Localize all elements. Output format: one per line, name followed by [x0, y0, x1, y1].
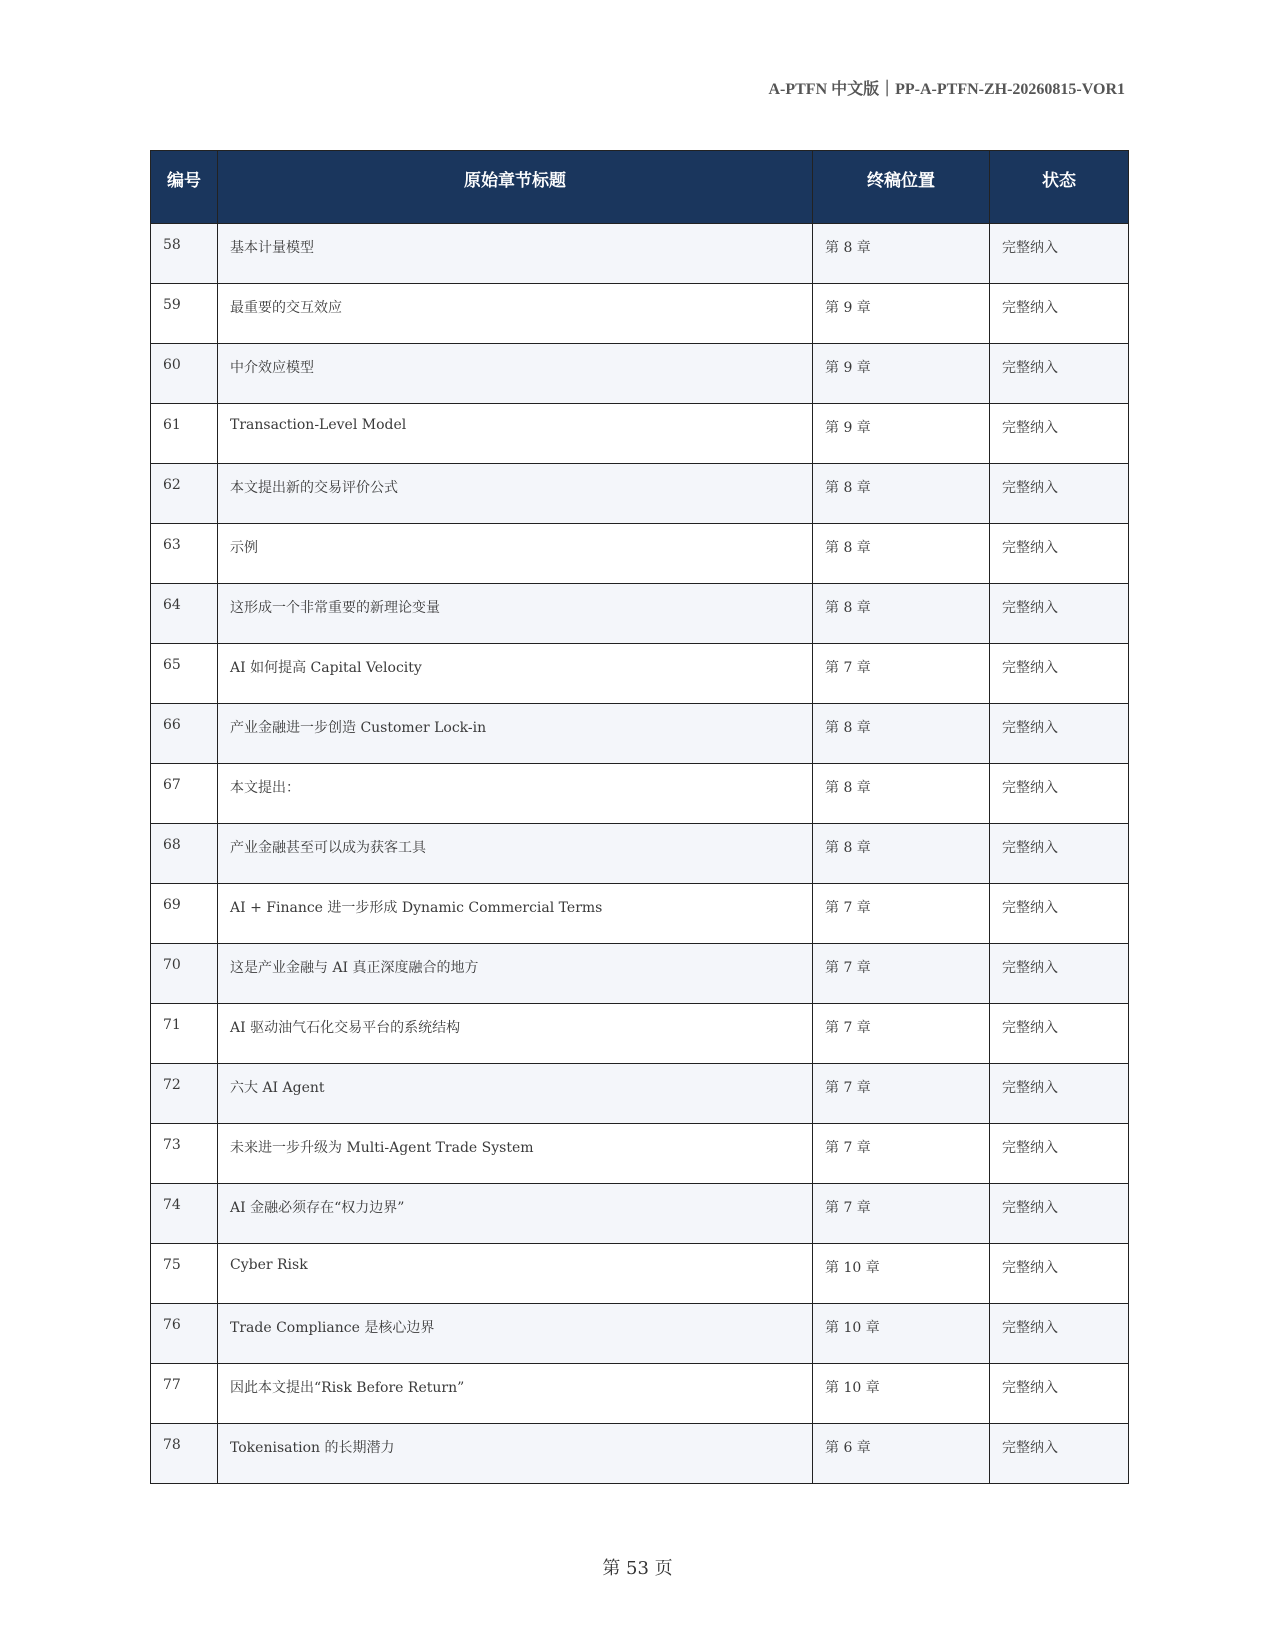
cell-status: 完整纳入: [990, 1064, 1129, 1124]
cell-number: 68: [151, 824, 218, 884]
table-header-row: [151, 151, 1129, 224]
column-header-final-location: 终稿位置: [813, 151, 990, 224]
table-row: [151, 644, 1129, 704]
cell-final-location: 第 7 章: [813, 1064, 990, 1124]
table-row: [151, 1064, 1129, 1124]
cell-status: 完整纳入: [990, 1304, 1129, 1364]
cell-status: 完整纳入: [990, 224, 1129, 284]
table-row: [151, 1364, 1129, 1424]
cell-original-title: AI + Finance 进一步形成 Dynamic Commercial Terms: [218, 884, 813, 944]
column-header-status: 状态: [990, 151, 1129, 224]
cell-number: 77: [151, 1364, 218, 1424]
page-header: A-PTFN 中文版｜PP-A-PTFN-ZH-20260815-VOR1: [768, 81, 1125, 98]
cell-final-location: 第 10 章: [813, 1304, 990, 1364]
cell-original-title: Tokenisation 的长期潜力: [218, 1424, 813, 1484]
table-row: [151, 404, 1129, 464]
cell-number: 62: [151, 464, 218, 524]
cell-number: 65: [151, 644, 218, 704]
cell-status: 完整纳入: [990, 824, 1129, 884]
cell-final-location: 第 8 章: [813, 464, 990, 524]
cell-final-location: 第 7 章: [813, 1124, 990, 1184]
cell-original-title: 这是产业金融与 AI 真正深度融合的地方: [218, 944, 813, 1004]
cell-status: 完整纳入: [990, 1364, 1129, 1424]
table-row: [151, 584, 1129, 644]
cell-status: 完整纳入: [990, 644, 1129, 704]
cell-status: 完整纳入: [990, 944, 1129, 1004]
cell-status: 完整纳入: [990, 764, 1129, 824]
page-number: 第 53 页: [602, 1558, 673, 1579]
table-row: [151, 284, 1129, 344]
cell-final-location: 第 8 章: [813, 764, 990, 824]
table-row: [151, 1184, 1129, 1244]
table-row: [151, 524, 1129, 584]
cell-final-location: 第 7 章: [813, 944, 990, 1004]
cell-number: 64: [151, 584, 218, 644]
cell-status: 完整纳入: [990, 464, 1129, 524]
cell-final-location: 第 10 章: [813, 1244, 990, 1304]
cell-final-location: 第 8 章: [813, 824, 990, 884]
cell-number: 63: [151, 524, 218, 584]
table-row: [151, 704, 1129, 764]
cell-original-title: 产业金融进一步创造 Customer Lock-in: [218, 704, 813, 764]
table-row: [151, 1424, 1129, 1484]
cell-final-location: 第 10 章: [813, 1364, 990, 1424]
table-row: [151, 1004, 1129, 1064]
cell-number: 58: [151, 224, 218, 284]
cell-number: 59: [151, 284, 218, 344]
cell-original-title: 中介效应模型: [218, 344, 813, 404]
table-row: [151, 1304, 1129, 1364]
cell-final-location: 第 8 章: [813, 704, 990, 764]
cell-status: 完整纳入: [990, 344, 1129, 404]
cell-status: 完整纳入: [990, 1424, 1129, 1484]
cell-number: 70: [151, 944, 218, 1004]
cell-number: 73: [151, 1124, 218, 1184]
cell-original-title: AI 如何提高 Capital Velocity: [218, 644, 813, 704]
column-header-original-title: 原始章节标题: [218, 151, 813, 224]
cell-final-location: 第 7 章: [813, 884, 990, 944]
cell-status: 完整纳入: [990, 704, 1129, 764]
cell-original-title: AI 驱动油气石化交易平台的系统结构: [218, 1004, 813, 1064]
column-header-number: 编号: [151, 151, 218, 224]
cell-final-location: 第 8 章: [813, 524, 990, 584]
cell-original-title: 未来进一步升级为 Multi-Agent Trade System: [218, 1124, 813, 1184]
cell-status: 完整纳入: [990, 1244, 1129, 1304]
cell-original-title: 本文提出：: [218, 764, 813, 824]
chapter-mapping-table: [150, 150, 1129, 1484]
cell-final-location: 第 9 章: [813, 344, 990, 404]
cell-status: 完整纳入: [990, 404, 1129, 464]
table-row: [151, 344, 1129, 404]
cell-original-title: 因此本文提出“Risk Before Return”: [218, 1364, 813, 1424]
cell-number: 69: [151, 884, 218, 944]
table-row: [151, 824, 1129, 884]
cell-number: 66: [151, 704, 218, 764]
cell-number: 74: [151, 1184, 218, 1244]
cell-number: 76: [151, 1304, 218, 1364]
cell-number: 61: [151, 404, 218, 464]
cell-status: 完整纳入: [990, 1004, 1129, 1064]
cell-number: 72: [151, 1064, 218, 1124]
table-row: [151, 944, 1129, 1004]
cell-original-title: 本文提出新的交易评价公式: [218, 464, 813, 524]
table-row: [151, 764, 1129, 824]
table-body: [151, 224, 1129, 1484]
table-row: [151, 464, 1129, 524]
cell-final-location: 第 8 章: [813, 224, 990, 284]
cell-final-location: 第 7 章: [813, 644, 990, 704]
cell-status: 完整纳入: [990, 584, 1129, 644]
cell-status: 完整纳入: [990, 884, 1129, 944]
cell-final-location: 第 7 章: [813, 1184, 990, 1244]
cell-number: 78: [151, 1424, 218, 1484]
cell-status: 完整纳入: [990, 524, 1129, 584]
cell-final-location: 第 9 章: [813, 284, 990, 344]
cell-status: 完整纳入: [990, 284, 1129, 344]
cell-original-title: 基本计量模型: [218, 224, 813, 284]
cell-final-location: 第 6 章: [813, 1424, 990, 1484]
cell-number: 71: [151, 1004, 218, 1064]
table-row: [151, 1244, 1129, 1304]
cell-final-location: 第 9 章: [813, 404, 990, 464]
cell-original-title: Trade Compliance 是核心边界: [218, 1304, 813, 1364]
cell-original-title: 示例: [218, 524, 813, 584]
cell-final-location: 第 7 章: [813, 1004, 990, 1064]
cell-original-title: Cyber Risk: [218, 1244, 813, 1304]
cell-status: 完整纳入: [990, 1184, 1129, 1244]
table-row: [151, 1124, 1129, 1184]
cell-original-title: 这形成一个非常重要的新理论变量: [218, 584, 813, 644]
table-row: [151, 884, 1129, 944]
cell-status: 完整纳入: [990, 1124, 1129, 1184]
cell-original-title: 最重要的交互效应: [218, 284, 813, 344]
cell-original-title: 产业金融甚至可以成为获客工具: [218, 824, 813, 884]
cell-number: 60: [151, 344, 218, 404]
cell-original-title: AI 金融必须存在“权力边界”: [218, 1184, 813, 1244]
cell-original-title: 六大 AI Agent: [218, 1064, 813, 1124]
cell-number: 75: [151, 1244, 218, 1304]
table-row: [151, 224, 1129, 284]
cell-final-location: 第 8 章: [813, 584, 990, 644]
cell-original-title: Transaction-Level Model: [218, 404, 813, 464]
cell-number: 67: [151, 764, 218, 824]
